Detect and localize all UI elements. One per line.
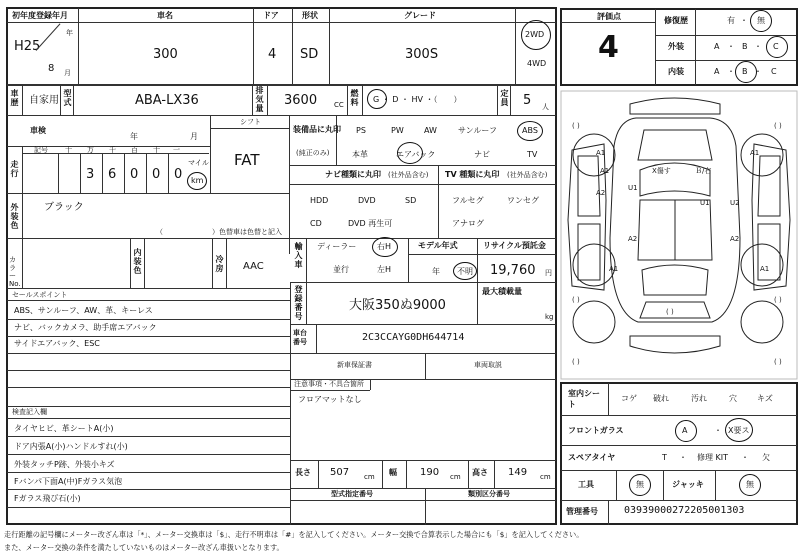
int-dot2: ・	[754, 67, 762, 76]
width: 190	[420, 467, 440, 478]
tv-fullseg: フルセグ	[452, 196, 484, 205]
import-right: 右H	[377, 242, 392, 251]
seat-opt-scratch: キズ	[757, 394, 773, 403]
digit-label-4: 百	[131, 146, 138, 154]
tv-oneseg: ワンセグ	[507, 196, 539, 205]
height-unit: cm	[540, 473, 551, 481]
mark-u2-right: U2	[730, 199, 740, 207]
equip-abs: ABS	[522, 126, 538, 135]
import-parallel: 並行	[333, 265, 349, 274]
svg-text:( ): ( )	[666, 308, 674, 316]
mark-a2-rear-left: A2	[628, 235, 638, 243]
color-change-note: （ ）色替車は色替と記入	[156, 228, 282, 236]
ext-b: B	[742, 42, 748, 51]
svg-text:( ): ( )	[572, 296, 580, 304]
score: 4	[598, 30, 619, 65]
interior-label: 内装	[668, 67, 684, 76]
cc-unit: CC	[334, 101, 344, 109]
glass-a: A	[682, 426, 688, 435]
equip-airbag: エアバック	[396, 150, 436, 159]
mark-u1-right: U1	[700, 199, 710, 207]
sales-line-2: ナビ、バックカメラ、助手席エアバック	[14, 323, 157, 332]
mgmt-number: 0393900027220500130​3	[624, 505, 745, 516]
equip-leather: 本革	[352, 150, 368, 159]
mark-a1-rear-right: A1	[760, 265, 770, 273]
chassis-label: 車台番号	[293, 329, 307, 346]
svg-text:( ): ( )	[572, 358, 580, 366]
score-label: 評価点	[597, 12, 621, 21]
tools-value: 無	[636, 480, 644, 489]
mark-a1-fender: A1	[600, 167, 610, 175]
digit-label-3: 千	[109, 146, 116, 154]
mileage-digit-4: 0	[152, 167, 161, 182]
max-load-label: 最大積載量	[482, 287, 522, 296]
insp-line-1: タイヤヒビ、革シートA(小)	[14, 424, 114, 433]
tv-sub: (社外品含む)	[507, 171, 548, 179]
use: 自家用	[29, 95, 59, 106]
drive-2wd: 2WD	[525, 30, 545, 39]
digit-label-6: 一	[173, 146, 180, 154]
inspection-month: 月	[190, 132, 198, 141]
seat-opt-tear: 破れ	[653, 394, 669, 403]
digit-label-0: 記号	[34, 146, 48, 154]
svg-text:( ): ( )	[774, 296, 782, 304]
capacity-unit: 人	[542, 103, 549, 111]
spare-kit: 修理 KIT	[697, 453, 729, 462]
import-left: 左H	[377, 265, 392, 274]
mark-a1-rear-left: A1	[609, 265, 619, 273]
length: 507	[330, 467, 350, 478]
width-label: 幅	[389, 468, 397, 477]
chassis-number: 2C3CCAYG0DH644714	[362, 332, 465, 343]
glass-x: X要ス	[728, 426, 750, 435]
grade-label: グレード	[404, 11, 436, 20]
fuel-options: G ・ D ・ HV ・（ ）	[373, 95, 462, 104]
jack-value: 無	[746, 480, 754, 489]
doors: 4	[268, 47, 277, 62]
mark-a1-front-right: A1	[750, 149, 760, 157]
length-unit: cm	[364, 473, 375, 481]
glass-dot: ・	[714, 426, 722, 435]
mileage-digit-2: 6	[108, 167, 117, 182]
shape-label: 形状	[302, 11, 318, 20]
int-a: A	[714, 67, 720, 76]
mark-a1-front-left: A1	[596, 149, 606, 157]
equip-sunroof: サンルーフ	[458, 126, 497, 135]
manual: 車両取説	[474, 361, 502, 369]
svg-text:( ): ( )	[774, 358, 782, 366]
inspection-label: 車検	[30, 126, 46, 135]
equip-tv: TV	[527, 150, 538, 159]
recycle-label: リサイクル預託金	[483, 241, 546, 250]
spare-dot1: ・	[679, 453, 687, 462]
inspection-year: 年	[130, 132, 138, 141]
exterior-color: ブラック	[44, 202, 84, 213]
registration-number: 大阪350ぬ9000	[349, 298, 446, 313]
int-c: C	[771, 67, 777, 76]
mark-u1-left: U1	[628, 184, 638, 192]
type-no-label: 型式指定番号	[331, 490, 373, 498]
month-unit: 月	[64, 69, 71, 77]
glass-label: フロントガラス	[568, 426, 624, 435]
sales-line-3: サイドエアバック、ESC	[14, 339, 100, 348]
digit-label-1: 十	[65, 146, 72, 154]
displacement: 3600	[284, 93, 318, 108]
insp-line-2: ドア内張A(小)ハンドルすれ(小)	[14, 442, 128, 451]
mark-a2-left: A2	[596, 189, 606, 197]
tv-label: TV 種類に丸印	[445, 170, 500, 179]
ext-dot2: ・	[754, 42, 762, 51]
mileage-digit-3: 0	[130, 167, 139, 182]
reg-era: H25	[14, 39, 41, 54]
navi-dvd-play: DVD 再生可	[348, 219, 393, 228]
notes-label: 注意事項・不具合箇所	[294, 380, 364, 388]
shape: SD	[300, 47, 319, 62]
notes-value: フロアマットなし	[298, 395, 362, 404]
height-label: 高さ	[472, 468, 488, 477]
ext-a: A	[714, 42, 720, 51]
capacity: 5	[523, 93, 532, 108]
footer-note-2: また、メーター交換の条件を満たしていないものはメーター改ざん車扱いとなります。	[4, 543, 284, 552]
equip-ps: PS	[356, 126, 366, 135]
sales-label: セールスポイント	[12, 291, 68, 299]
int-b: B	[742, 67, 748, 76]
car-name: 300	[153, 47, 178, 62]
svg-text:( ): ( )	[572, 122, 580, 130]
mileage-digit-5: 0	[174, 167, 183, 182]
navi-dvd: DVD	[358, 196, 376, 205]
mile-unit: マイル	[188, 159, 209, 167]
exterior-label: 外装	[668, 42, 684, 51]
km-unit: km	[191, 176, 204, 185]
equip-aw: AW	[424, 126, 437, 135]
equipment-label: 装備品に丸印	[293, 125, 341, 134]
spare-dot2: ・	[741, 453, 749, 462]
car-name-label: 車名	[157, 11, 173, 20]
model-year-unit: 年	[432, 267, 440, 276]
equipment-sub: (純正のみ)	[296, 149, 330, 157]
drive-4wd: 4WD	[527, 59, 547, 68]
svg-text:( ): ( )	[774, 122, 782, 130]
mgmt-label: 管理番号	[566, 507, 598, 516]
shift-label: シフト	[240, 118, 261, 126]
recycle-deposit: 19,760	[490, 263, 536, 278]
footer-note-1: 走行距離の記号欄にメーター改ざん車は「*」、メーター交換車は「$」、走行不明車は「#」を記入してください。メーター交換で合算表示した場合にも「$」を記入してください。	[4, 530, 584, 539]
grade: 300S	[405, 47, 439, 62]
seat-opt-hole: 穴	[729, 394, 737, 403]
height: 149	[508, 467, 528, 478]
repair-yes: 有	[727, 16, 735, 25]
insp-line-3: 外装タッチP跡、外装小キズ	[14, 460, 115, 469]
digit-label-2: 万	[87, 146, 94, 154]
mark-a2-rear-right: A2	[730, 235, 740, 243]
repair-no: 無	[757, 16, 765, 25]
tv-analog: アナログ	[452, 219, 484, 228]
equip-pw: PW	[391, 126, 404, 135]
import-dealer: ディーラー	[317, 242, 357, 251]
navi-hdd: HDD	[310, 196, 329, 205]
sales-line-1: ABS、サンルーフ、AW、革、キーレス	[14, 306, 153, 315]
door-label: ドア	[263, 11, 279, 20]
width-unit: cm	[450, 473, 461, 481]
kg-unit: kg	[545, 313, 554, 321]
spare-missing: 欠	[762, 453, 770, 462]
navi-sd: SD	[405, 196, 417, 205]
repair-label: 修復歴	[664, 16, 688, 25]
mileage-digit-1: 3	[86, 167, 95, 182]
ext-dot1: ・	[727, 42, 735, 51]
repair-dot: ・	[740, 16, 748, 25]
class-no-label: 類別区分番号	[468, 490, 510, 498]
insp-line-5: Fガラス飛び石(小)	[14, 494, 81, 503]
car-diagram	[560, 90, 798, 380]
color-no-label: カラーNo.	[9, 256, 21, 288]
warranty: 新車保証書	[337, 361, 372, 369]
jack-label: ジャッキ	[672, 480, 704, 489]
navi-sub: (社外品含む)	[388, 171, 429, 179]
seat-opt-dirt: 汚れ	[691, 394, 707, 403]
ac-type: AAC	[243, 261, 264, 272]
length-label: 長さ	[295, 468, 311, 477]
shift: FAT	[234, 151, 260, 169]
ext-c: C	[773, 42, 779, 51]
seat-left-mark: X傷す	[652, 167, 671, 175]
digit-label-5: 十	[153, 146, 160, 154]
reg-month: 8	[48, 63, 55, 74]
int-dot1: ・	[727, 67, 735, 76]
tools-label: 工具	[578, 480, 594, 489]
model-year-unknown: 不明	[457, 267, 473, 276]
reg-year-label: 初年度登録年月	[12, 11, 68, 20]
insp-notes-label: 検査記入欄	[12, 408, 47, 416]
model-code: ABA-LX36	[135, 93, 199, 108]
seat-label: 室内シート	[568, 389, 600, 409]
navi-label: ナビ種類に丸印	[325, 170, 381, 179]
spare-t: T	[662, 453, 667, 462]
yen-unit: 円	[545, 269, 552, 277]
year-unit: 年	[66, 29, 73, 37]
insp-line-4: Fバンパ下面A(中)Fガラス気泡	[14, 477, 123, 486]
model-year-label: モデル年式	[418, 241, 458, 250]
navi-cd: CD	[310, 219, 322, 228]
seat-right-mark: Ｂ/右	[695, 167, 712, 175]
seat-opt-scorch: コゲ	[621, 394, 637, 403]
spare-label: スペアタイヤ	[568, 453, 616, 462]
equip-navi: ナビ	[474, 150, 490, 159]
